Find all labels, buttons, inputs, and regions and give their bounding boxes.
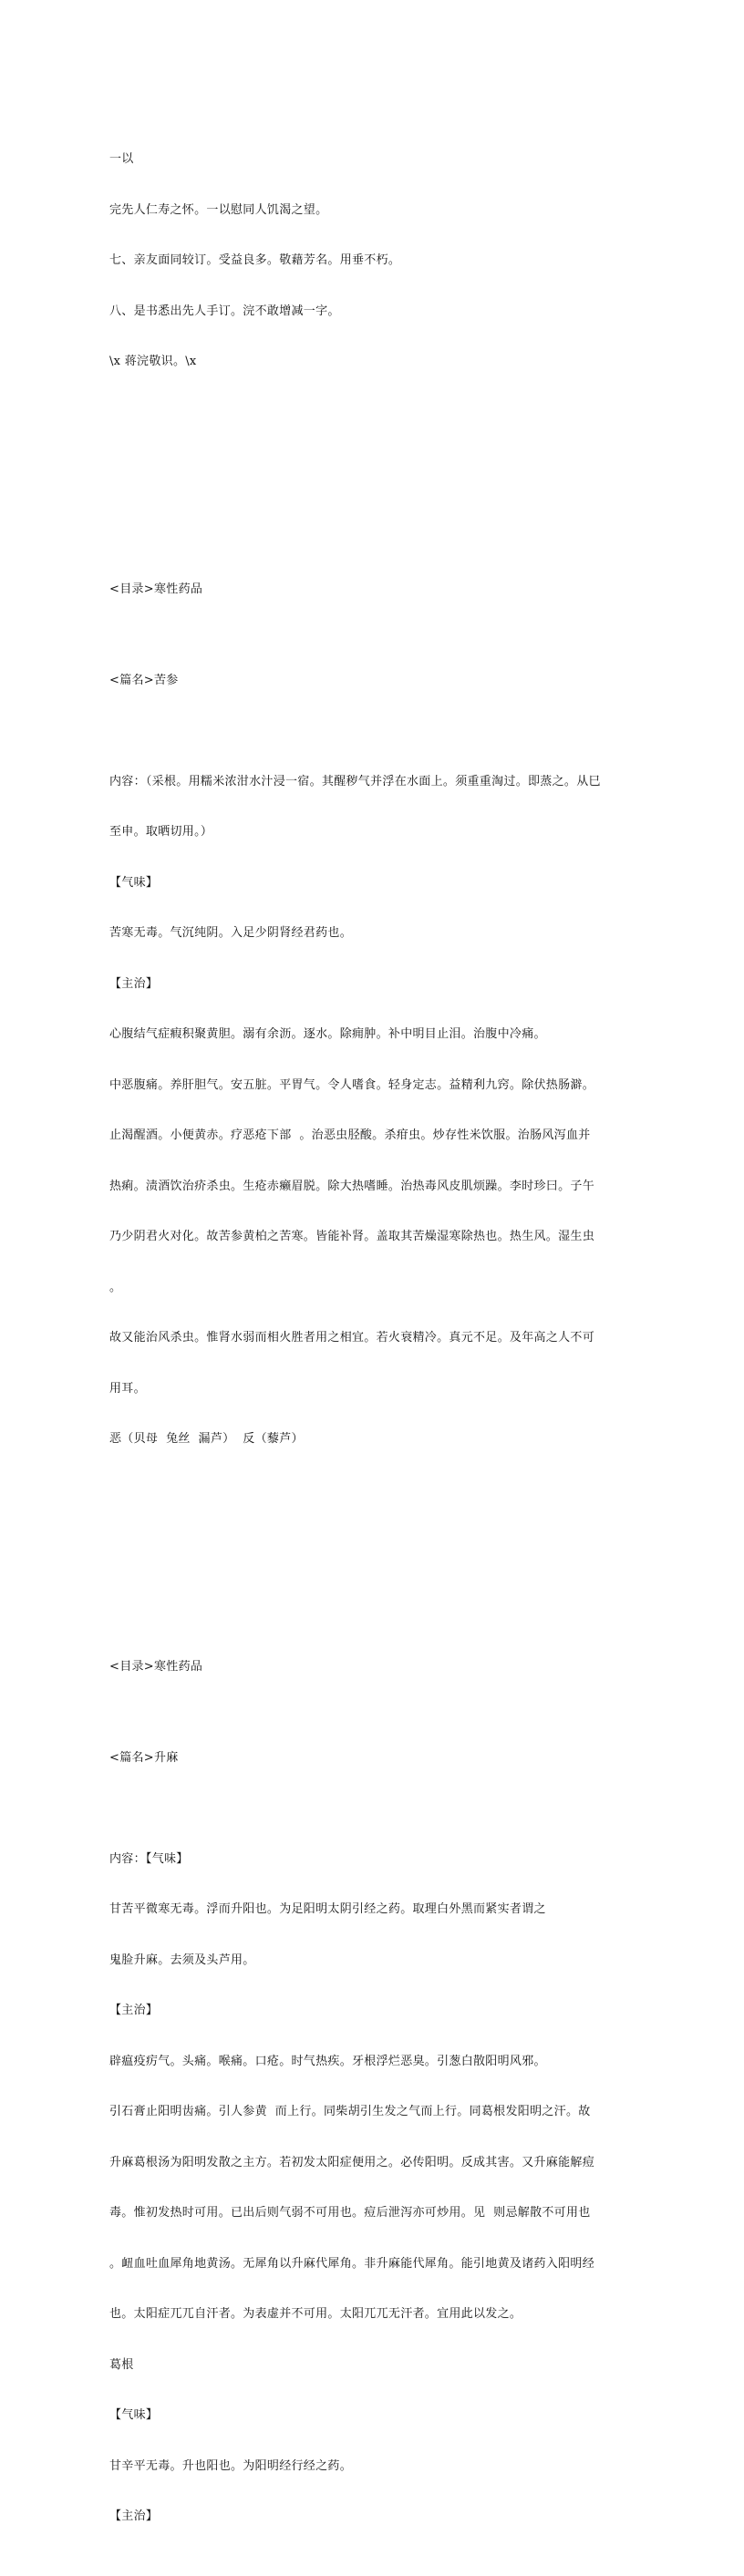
document-page [109, 84, 638, 2576]
entry-kushen [109, 548, 638, 1482]
text-line: 毒。惟初发热时可用。已出后则气弱不可用也。痘后泄泻亦可炒用。见 则忌解散不可用也 [109, 2206, 591, 2220]
text-line: 。 [109, 1280, 122, 1294]
text-line: 葛根 [109, 2357, 134, 2372]
text-line: 用耳。 [109, 1381, 146, 1396]
text-line: 鬼脸升麻。去须及头芦用。 [109, 1953, 255, 1967]
text-line: \x 蒋浣敬识。\x [109, 355, 197, 368]
entry-shengma [109, 1625, 638, 2560]
preface-section [109, 118, 638, 405]
entry-title: <篇名>升麻 [109, 1751, 179, 1765]
text-line: 七、亲友面同较订。受益良多。敬藉芳名。用垂不朽。 [109, 253, 401, 267]
catalog-heading: <目录>寒性药品 [109, 1659, 203, 1674]
text-line: 辟瘟疫疠气。头痛。喉痛。口疮。时气热疾。牙根浮烂恶臭。引葱白散阳明风邪。 [109, 2054, 546, 2068]
text-line: 甘苦平微寒无毒。浮而升阳也。为足阳明太阴引经之药。取理白外黑而紧实者谓之 [109, 1902, 546, 1916]
text-line: 内容：（采根。用糯米浓泔水汁浸一宿。其醒秽气并浮在水面上。须重重淘过。即蒸之。从巳 [109, 774, 601, 788]
section-label: 【主治】 [109, 2509, 159, 2523]
text-line: 引石膏止阳明齿痛。引人参黄 而上行。同柴胡引生发之气而上行。同葛根发阳明之汗。故 [109, 2105, 591, 2118]
text-line: 至申。取晒切用。） [109, 825, 213, 839]
catalog-heading: <目录>寒性药品 [109, 582, 203, 596]
section-label: 【主治】 [109, 976, 159, 991]
text-line: 。衄血吐血犀角地黄汤。无犀角以升麻代犀角。非升麻能代犀角。能引地黄及诸药入阳明经 [109, 2256, 595, 2271]
text-line: 也。太阳症兀兀自汗者。为表虚并不可用。太阳兀兀无汗者。宜用此以发之。 [109, 2307, 522, 2321]
text-line: 故又能治风杀虫。惟肾水弱而相火胜者用之相宜。若火衰精冷。真元不足。及年高之人不可 [109, 1331, 595, 1345]
text-line: 止渴醒酒。小便黄赤。疗恶疮下部 。治恶虫胫酸。杀疳虫。炒存性米饮服。治肠风泻血并 [109, 1128, 591, 1142]
section-label: 【主治】 [109, 2004, 159, 2017]
section-label: 【气味】 [109, 875, 159, 890]
text-line: 内容：【气味】 [109, 1851, 189, 1866]
text-line: 苦寒无毒。气沉纯阴。入足少阴肾经君药也。 [109, 926, 353, 940]
text-line: 八、是书悉出先人手订。浣不敢增减一字。 [109, 304, 340, 318]
text-line: 热痢。渍酒饮治疥杀虫。生疮赤癞眉脱。除大热嗜睡。治热毒风皮肌烦躁。李时珍曰。子午 [109, 1179, 595, 1193]
text-line: 一以 [109, 152, 134, 166]
text-line: 完先人仁寿之怀。一以慰同人饥渴之望。 [109, 202, 328, 217]
text-line: 乃少阴君火对化。故苦参黄柏之苦寒。皆能补肾。盖取其苦燥湿寒除热也。热生风。湿生虫 [109, 1230, 595, 1243]
text-line: 心腹结气症瘕积聚黄胆。溺有余沥。逐水。除痈肿。补中明目止泪。治腹中冷痛。 [109, 1027, 546, 1041]
section-label: 【气味】 [109, 2408, 159, 2422]
text-line: 中恶腹痛。养肝胆气。安五脏。平胃气。令人嗜食。轻身定志。益精利九窍。除伏热肠澼。 [109, 1077, 595, 1092]
text-line: 升麻葛根汤为阳明发散之主方。若初发太阳症便用之。必传阳明。反成其害。又升麻能解痘 [109, 2155, 595, 2169]
text-line: 甘辛平无毒。升也阳也。为阳明经行经之药。 [109, 2458, 353, 2473]
text-line: 恶（贝母 兔丝 漏芦） 反（藜芦） [109, 1432, 304, 1446]
entry-title: <篇名>苦参 [109, 674, 179, 687]
